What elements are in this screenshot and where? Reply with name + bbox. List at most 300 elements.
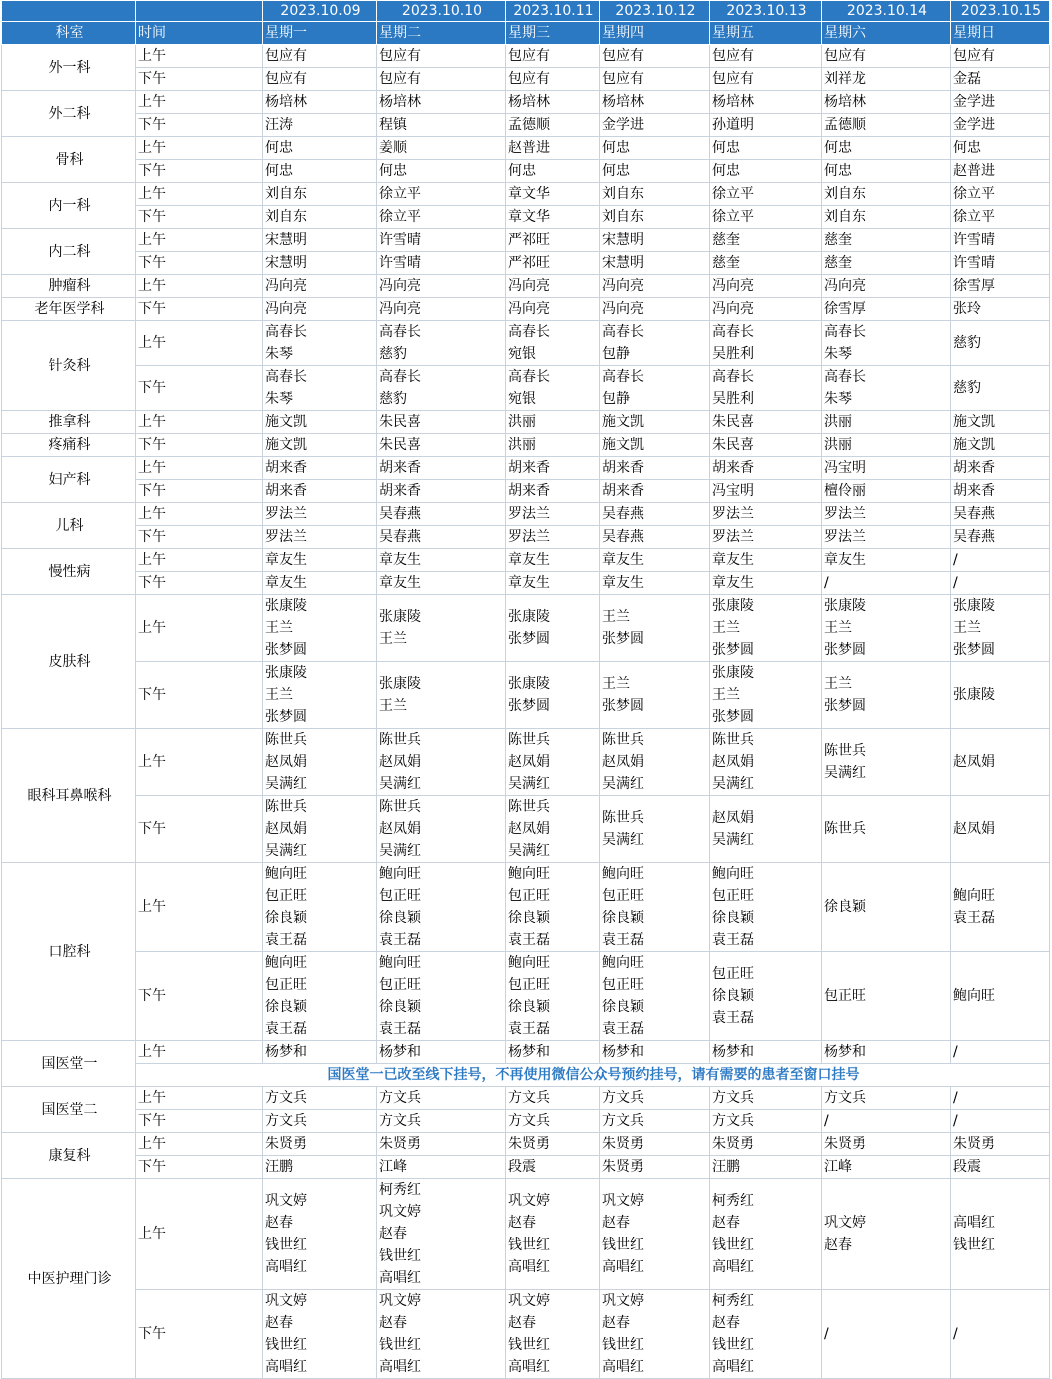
- schedule-body: [2, 1, 1050, 1379]
- doctor-name: 巩文婷: [379, 1293, 421, 1309]
- doctor-cell: [710, 137, 822, 160]
- doctor-cell: [377, 206, 506, 229]
- doctor-cell: [710, 1110, 822, 1133]
- doctor-cell: [822, 480, 951, 503]
- doctor-cell: [377, 137, 506, 160]
- doctor-cell: [506, 366, 600, 411]
- doctor-name: 金学进: [953, 117, 995, 133]
- time-slot: 上午: [136, 549, 263, 572]
- doctor-name: 洪丽: [508, 437, 536, 453]
- doctor-name: 宋慧明: [602, 232, 644, 248]
- column-header-row: [2, 22, 1050, 45]
- doctor-name: 刘自东: [265, 209, 307, 225]
- doctor-name: 赵凤娟: [508, 754, 550, 770]
- department-name: 疼痛科: [2, 434, 136, 457]
- department-name-line: 口腔科: [48, 943, 91, 960]
- doctor-cell: [951, 526, 1050, 549]
- doctor-name: 包应有: [953, 48, 995, 64]
- doctor-name: 包应有: [379, 48, 421, 64]
- doctor-cell: [951, 1133, 1050, 1156]
- doctor-name: 袁王磊: [712, 1010, 754, 1026]
- doctor-name: 吴满红: [602, 832, 644, 848]
- doctor-name: 江峰: [379, 1159, 407, 1175]
- doctor-name: 鲍向旺: [602, 866, 644, 882]
- doctor-name: 赵春: [508, 1215, 536, 1231]
- doctor-cell: [822, 796, 951, 863]
- date-label: 2023.10.11: [506, 1, 600, 22]
- doctor-name: 宛银: [508, 391, 536, 407]
- time-slot: 下午: [136, 1110, 263, 1133]
- doctor-cell: [506, 1041, 600, 1064]
- doctor-name: 张康陵: [824, 598, 866, 614]
- doctor-name: 陈世兵: [602, 810, 644, 826]
- doctor-cell: [263, 729, 377, 796]
- doctor-cell: [377, 796, 506, 863]
- doctor-cell: [263, 457, 377, 480]
- time-slot: 上午: [136, 595, 263, 662]
- doctor-cell: [263, 434, 377, 457]
- department-name: [2, 229, 136, 275]
- department-name: [2, 595, 136, 729]
- doctor-name: 罗法兰: [508, 529, 550, 545]
- doctor-cell: [951, 114, 1050, 137]
- doctor-cell: [263, 572, 377, 595]
- doctor-cell: [377, 1041, 506, 1064]
- doctor-name: 高春长: [602, 369, 644, 385]
- doctor-name: 段震: [953, 1159, 981, 1175]
- doctor-name: 钱世红: [265, 1237, 307, 1253]
- doctor-cell: [600, 321, 710, 366]
- doctor-name: 赵凤娟: [953, 754, 995, 770]
- schedule-row: [2, 137, 1050, 160]
- doctor-name: 高春长: [379, 369, 421, 385]
- doctor-name: 吴胜利: [712, 346, 754, 362]
- doctor-cell: [951, 1290, 1050, 1379]
- doctor-cell: [710, 411, 822, 434]
- doctor-cell: [951, 1179, 1050, 1290]
- doctor-name: 陈世兵: [824, 821, 866, 837]
- doctor-name: 冯向亮: [602, 278, 644, 294]
- doctor-name: /: [824, 1113, 829, 1129]
- doctor-cell: [377, 229, 506, 252]
- time-slot: 下午: [136, 160, 263, 183]
- doctor-name: 张玲: [953, 301, 981, 317]
- department-name: [2, 1133, 136, 1179]
- doctor-name: 包应有: [602, 48, 644, 64]
- doctor-name: 高唱红: [379, 1270, 421, 1286]
- doctor-cell: [822, 662, 951, 729]
- doctor-cell: [506, 457, 600, 480]
- department-name-line: 国医堂一: [41, 1055, 98, 1072]
- doctor-name: 刘自东: [265, 186, 307, 202]
- doctor-name: 方文兵: [824, 1090, 866, 1106]
- doctor-name: 胡来香: [379, 460, 421, 476]
- doctor-name: 朱民喜: [379, 414, 421, 430]
- doctor-cell: [377, 321, 506, 366]
- doctor-name: 慈豹: [379, 346, 407, 362]
- doctor-name: 方文兵: [712, 1090, 754, 1106]
- doctor-name: 吴春燕: [602, 529, 644, 545]
- doctor-name: 钱世红: [712, 1337, 754, 1353]
- doctor-name: 张梦圆: [265, 642, 307, 658]
- doctor-cell: [263, 1087, 377, 1110]
- doctor-cell: [822, 1041, 951, 1064]
- doctor-cell: [822, 863, 951, 952]
- doctor-name: 巩文婷: [602, 1293, 644, 1309]
- doctor-cell: [951, 457, 1050, 480]
- date-label: 2023.10.10: [377, 1, 506, 22]
- doctor-cell: [263, 526, 377, 549]
- doctor-cell: [377, 434, 506, 457]
- doctor-cell: [506, 206, 600, 229]
- doctor-name: 江峰: [824, 1159, 852, 1175]
- doctor-cell: [600, 1087, 710, 1110]
- doctor-name: 施文凯: [953, 414, 995, 430]
- time-slot: 上午: [136, 1041, 263, 1064]
- doctor-name: 巩文婷: [508, 1193, 550, 1209]
- doctor-cell: [263, 1179, 377, 1290]
- doctor-cell: [822, 434, 951, 457]
- doctor-name: 赵普进: [508, 140, 550, 156]
- doctor-cell: [506, 137, 600, 160]
- doctor-name: 张梦圆: [508, 631, 550, 647]
- doctor-cell: [951, 137, 1050, 160]
- doctor-cell: [600, 229, 710, 252]
- doctor-cell: [377, 183, 506, 206]
- doctor-cell: [600, 1156, 710, 1179]
- doctor-name: 许雪晴: [953, 255, 995, 271]
- doctor-name: 冯向亮: [379, 301, 421, 317]
- department-name-line: 外一科: [48, 59, 91, 76]
- doctor-cell: [377, 160, 506, 183]
- doctor-cell: [951, 321, 1050, 366]
- doctor-cell: [263, 1156, 377, 1179]
- doctor-name: 胡来香: [508, 460, 550, 476]
- doctor-name: 包应有: [712, 48, 754, 64]
- time-slot: 下午: [136, 796, 263, 863]
- doctor-name: 赵普进: [953, 163, 995, 179]
- doctor-name: 高唱红: [379, 1359, 421, 1375]
- doctor-cell: [951, 298, 1050, 321]
- doctor-cell: [600, 796, 710, 863]
- schedule-row: [2, 1179, 1050, 1290]
- doctor-cell: [600, 1133, 710, 1156]
- doctor-name: 张康陵: [953, 598, 995, 614]
- date-label: 2023.10.09: [263, 1, 377, 22]
- doctor-name: 冯向亮: [265, 278, 307, 294]
- date-label: 2023.10.15: [951, 1, 1050, 22]
- doctor-cell: [263, 1041, 377, 1064]
- doctor-name: 刘自东: [824, 209, 866, 225]
- time-column-header: 时间: [136, 22, 263, 45]
- doctor-name: 冯向亮: [712, 278, 754, 294]
- doctor-name: 冯宝明: [712, 483, 754, 499]
- doctor-name: 许雪晴: [379, 255, 421, 271]
- doctor-name: 严祁旺: [508, 255, 550, 271]
- doctor-cell: [600, 411, 710, 434]
- doctor-name: 包正旺: [712, 966, 754, 982]
- doctor-cell: [710, 796, 822, 863]
- doctor-cell: [600, 457, 710, 480]
- weekday-header: 星期六: [822, 22, 951, 45]
- doctor-cell: [600, 526, 710, 549]
- schedule-row: [2, 572, 1050, 595]
- doctor-cell: [506, 252, 600, 275]
- department-name: 老年医学科: [2, 298, 136, 321]
- time-slot: 下午: [136, 298, 263, 321]
- doctor-cell: [600, 729, 710, 796]
- doctor-name: 许雪晴: [953, 232, 995, 248]
- doctor-name: 刘自东: [824, 186, 866, 202]
- doctor-name: 巩文婷: [602, 1193, 644, 1209]
- doctor-cell: [822, 1133, 951, 1156]
- time-slot: 上午: [136, 137, 263, 160]
- doctor-name: 慈豹: [379, 391, 407, 407]
- doctor-cell: [822, 298, 951, 321]
- doctor-cell: [263, 411, 377, 434]
- doctor-name: 柯秀红: [712, 1193, 754, 1209]
- doctor-cell: [263, 366, 377, 411]
- doctor-cell: [600, 366, 710, 411]
- doctor-cell: [951, 68, 1050, 91]
- doctor-name: 张康陵: [265, 598, 307, 614]
- doctor-name: 赵凤娟: [602, 754, 644, 770]
- doctor-cell: [600, 952, 710, 1041]
- doctor-name: 方文兵: [602, 1113, 644, 1129]
- department-name: [2, 1041, 136, 1087]
- doctor-cell: [506, 91, 600, 114]
- doctor-name: 洪丽: [824, 437, 852, 453]
- doctor-name: 慈奎: [712, 255, 740, 271]
- schedule-row: [2, 183, 1050, 206]
- doctor-cell: [377, 91, 506, 114]
- doctor-cell: [951, 275, 1050, 298]
- doctor-name: 朱贤勇: [953, 1136, 995, 1152]
- doctor-name: 陈世兵: [508, 799, 550, 815]
- doctor-cell: [951, 160, 1050, 183]
- doctor-name: 柯秀红: [379, 1182, 421, 1198]
- doctor-name: 朱贤勇: [602, 1159, 644, 1175]
- doctor-name: 高春长: [712, 324, 754, 340]
- doctor-cell: [600, 595, 710, 662]
- date-header-row: [2, 1, 1050, 22]
- doctor-cell: [377, 252, 506, 275]
- doctor-name: 罗法兰: [265, 529, 307, 545]
- doctor-name: 方文兵: [379, 1090, 421, 1106]
- doctor-name: 杨梦和: [602, 1044, 644, 1060]
- doctor-cell: [506, 1133, 600, 1156]
- doctor-name: 章友生: [508, 575, 550, 591]
- time-slot: 下午: [136, 434, 263, 457]
- doctor-name: 方文兵: [508, 1113, 550, 1129]
- doctor-name: 宛银: [508, 346, 536, 362]
- doctor-name: 吴春燕: [379, 529, 421, 545]
- time-slot: 上午: [136, 229, 263, 252]
- doctor-name: 高唱红: [265, 1259, 307, 1275]
- doctor-cell: [710, 662, 822, 729]
- doctor-name: 赵凤娟: [265, 821, 307, 837]
- doctor-cell: [377, 457, 506, 480]
- doctor-cell: [263, 229, 377, 252]
- doctor-name: 袁王磊: [265, 1021, 307, 1037]
- doctor-name: 冯向亮: [508, 278, 550, 294]
- schedule-row: [2, 662, 1050, 729]
- doctor-cell: [951, 729, 1050, 796]
- weekday-header: 星期三: [506, 22, 600, 45]
- doctor-cell: [506, 1156, 600, 1179]
- doctor-name: 包正旺: [379, 977, 421, 993]
- schedule-row: [2, 1156, 1050, 1179]
- doctor-name: 吴春燕: [379, 506, 421, 522]
- doctor-cell: [263, 1110, 377, 1133]
- doctor-cell: [710, 252, 822, 275]
- doctor-name: /: [824, 1326, 829, 1342]
- doctor-name: 方文兵: [712, 1113, 754, 1129]
- doctor-name: 高春长: [265, 369, 307, 385]
- doctor-name: 章友生: [265, 552, 307, 568]
- doctor-name: 赵春: [602, 1315, 630, 1331]
- doctor-cell: [822, 45, 951, 68]
- doctor-cell: [506, 572, 600, 595]
- schedule-row: [2, 1290, 1050, 1379]
- doctor-name: 杨梦和: [824, 1044, 866, 1060]
- doctor-name: /: [953, 575, 958, 591]
- doctor-name: 高唱红: [953, 1215, 995, 1231]
- doctor-cell: [951, 480, 1050, 503]
- department-name: [2, 1087, 136, 1133]
- doctor-cell: [377, 68, 506, 91]
- doctor-cell: [377, 1087, 506, 1110]
- doctor-name: 王兰: [824, 676, 852, 692]
- doctor-name: 高唱红: [265, 1359, 307, 1375]
- doctor-cell: [263, 91, 377, 114]
- doctor-cell: [710, 321, 822, 366]
- doctor-cell: [506, 45, 600, 68]
- doctor-cell: [600, 91, 710, 114]
- doctor-name: 鲍向旺: [265, 866, 307, 882]
- doctor-name: 吴满红: [379, 843, 421, 859]
- doctor-name: 朱民喜: [379, 437, 421, 453]
- doctor-name: 袁王磊: [265, 932, 307, 948]
- doctor-cell: [263, 480, 377, 503]
- doctor-name: 王兰: [602, 676, 630, 692]
- doctor-name: 陈世兵: [602, 732, 644, 748]
- time-slot: 下午: [136, 480, 263, 503]
- doctor-name: 王兰: [379, 631, 407, 647]
- doctor-cell: [951, 366, 1050, 411]
- doctor-name: 高唱红: [508, 1259, 550, 1275]
- doctor-name: 包正旺: [602, 888, 644, 904]
- doctor-name: 鲍向旺: [379, 955, 421, 971]
- doctor-name: 陈世兵: [712, 732, 754, 748]
- doctor-name: 何忠: [379, 163, 407, 179]
- doctor-name: 徐良颖: [712, 988, 754, 1004]
- doctor-name: 包正旺: [824, 988, 866, 1004]
- doctor-name: 章友生: [379, 552, 421, 568]
- doctor-name: 何忠: [265, 140, 293, 156]
- doctor-cell: [263, 549, 377, 572]
- doctor-cell: [710, 480, 822, 503]
- department-name-line: 中医护理门诊: [27, 1270, 112, 1287]
- doctor-name: 袁王磊: [379, 1021, 421, 1037]
- doctor-cell: [822, 1290, 951, 1379]
- doctor-name: 杨梦和: [265, 1044, 307, 1060]
- doctor-cell: [710, 229, 822, 252]
- doctor-name: /: [953, 1113, 958, 1129]
- department-name: [2, 91, 136, 137]
- doctor-name: 赵春: [265, 1215, 293, 1231]
- doctor-cell: [600, 206, 710, 229]
- doctor-name: 徐良颖: [602, 999, 644, 1015]
- time-slot: 上午: [136, 45, 263, 68]
- doctor-name: 金磊: [953, 71, 981, 87]
- doctor-cell: [710, 952, 822, 1041]
- doctor-name: 陈世兵: [379, 732, 421, 748]
- doctor-name: 袁王磊: [508, 932, 550, 948]
- doctor-name: 徐良颖: [265, 999, 307, 1015]
- doctor-cell: [263, 183, 377, 206]
- doctor-name: 巩文婷: [508, 1293, 550, 1309]
- doctor-cell: [506, 1087, 600, 1110]
- doctor-name: 胡来香: [953, 460, 995, 476]
- department-name-line: 慢性病: [48, 563, 91, 580]
- doctor-name: 何忠: [953, 140, 981, 156]
- time-slot: 上午: [136, 1087, 263, 1110]
- doctor-name: 陈世兵: [265, 732, 307, 748]
- doctor-name: 胡来香: [379, 483, 421, 499]
- doctor-cell: [263, 114, 377, 137]
- doctor-name: 徐良颖: [379, 999, 421, 1015]
- doctor-name: 张梦圆: [824, 642, 866, 658]
- time-slot: 上午: [136, 503, 263, 526]
- department-name-line: 妇产科: [48, 471, 91, 488]
- doctor-name: 鲍向旺: [508, 955, 550, 971]
- doctor-cell: [600, 114, 710, 137]
- doctor-name: 高春长: [824, 369, 866, 385]
- doctor-name: 包静: [602, 391, 630, 407]
- doctor-name: 程镇: [379, 117, 407, 133]
- doctor-cell: [710, 68, 822, 91]
- doctor-name: 高春长: [379, 324, 421, 340]
- doctor-cell: [377, 549, 506, 572]
- doctor-cell: [377, 863, 506, 952]
- doctor-cell: [822, 114, 951, 137]
- doctor-cell: [506, 114, 600, 137]
- doctor-cell: [377, 595, 506, 662]
- doctor-cell: [710, 863, 822, 952]
- time-slot: 下午: [136, 114, 263, 137]
- doctor-name: 方文兵: [265, 1090, 307, 1106]
- doctor-cell: [822, 526, 951, 549]
- doctor-name: 钱世红: [953, 1237, 995, 1253]
- doctor-name: 张梦圆: [265, 709, 307, 725]
- doctor-cell: [710, 1133, 822, 1156]
- doctor-cell: [506, 863, 600, 952]
- doctor-name: 何忠: [508, 163, 536, 179]
- schedule-row: [2, 206, 1050, 229]
- schedule-row: [2, 1133, 1050, 1156]
- doctor-name: 孙道明: [712, 117, 754, 133]
- doctor-name: 徐雪厚: [953, 278, 995, 294]
- doctor-cell: [710, 572, 822, 595]
- time-slot: 上午: [136, 1133, 263, 1156]
- doctor-name: /: [953, 1044, 958, 1060]
- doctor-cell: [506, 480, 600, 503]
- doctor-name: 徐立平: [379, 209, 421, 225]
- doctor-cell: [600, 662, 710, 729]
- doctor-name: 段震: [508, 1159, 536, 1175]
- doctor-cell: [951, 863, 1050, 952]
